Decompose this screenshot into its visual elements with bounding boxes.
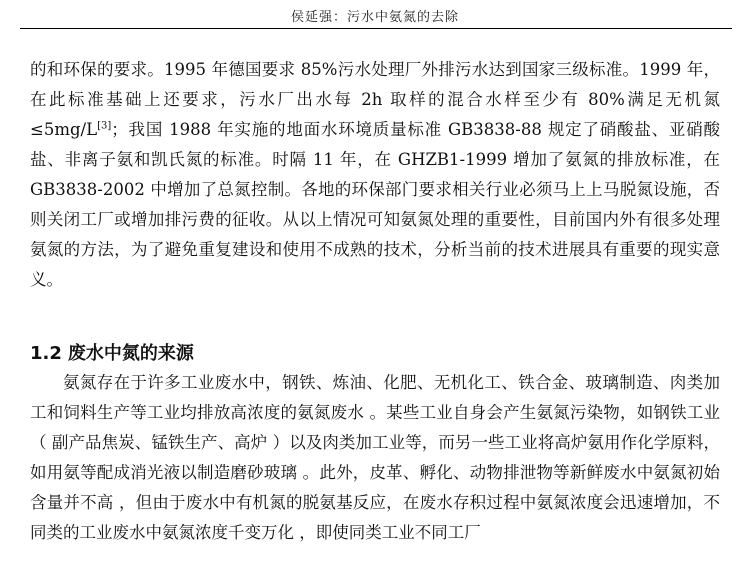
section-heading <box>30 339 194 369</box>
body-paragraph-1 <box>30 55 720 295</box>
running-header: 侯延强：污水中氨氮的去除 <box>290 10 459 25</box>
citation-marker: [3] <box>97 120 112 132</box>
paragraph-1-text-a: 的和环保的要求。1995 年德国要求 85%污水处理厂外排污水达到国家三级标准。1999 年，在此标准基础上还要求，污水厂出水每 2h 取样的混合水样至少有 80%满足无机氮≤5mg/L <box>30 60 720 139</box>
section-title: 废水中氮的来源 <box>67 343 194 364</box>
header-rule <box>20 28 732 29</box>
body-paragraph-2: 氨氮存在于许多工业废水中，钢铁、炼油、化肥、无机化工、铁合金、玻璃制造、肉类加工和饲料生产等工业均排放高浓度的氨氮废水 。某些工业自身会产生氨氮污染物，如钢铁工业（ 副产品焦炭、锰铁生产、高炉 ）以及肉类加工业等，而另一些工业将高炉氨用作化学原料，如用氨等配成消光液以制造磨砂玻璃 。此外，皮革、孵化、动物排泄物等新鲜废水中氨氮初始含量并不高 ，但由于废水中有机氮的脱氨基反应，在废水存积过程中氨氮浓度会迅速增加，不同类的工业废水中氨氮浓度千变万化 ，即使同类工业不同工厂 <box>30 373 720 542</box>
section-number: 1.2 <box>30 343 62 364</box>
paragraph-1-text-b: ；我国 1988 年实施的地面水环境质量标准 GB3838-88 规定了硝酸盐、亚硝酸盐、非离子氨和凯氏氮的标准。时隔 11 年，在 GHZB1-1999 增加了氨氮的排放标准，在GB3838-2002 中增加了总氮控制。各地的环保部门要求相关行业必须马上上马脱氮设施，否则关闭工厂或增加排污费的征收。从以上情况可知氨氮处理的重要性，目前国内外有很多处理氨氮的方法，为了避免重复建设和使用不成熟的技术，分析当前的技术进展具有重要的现实意义。 <box>30 120 720 289</box>
